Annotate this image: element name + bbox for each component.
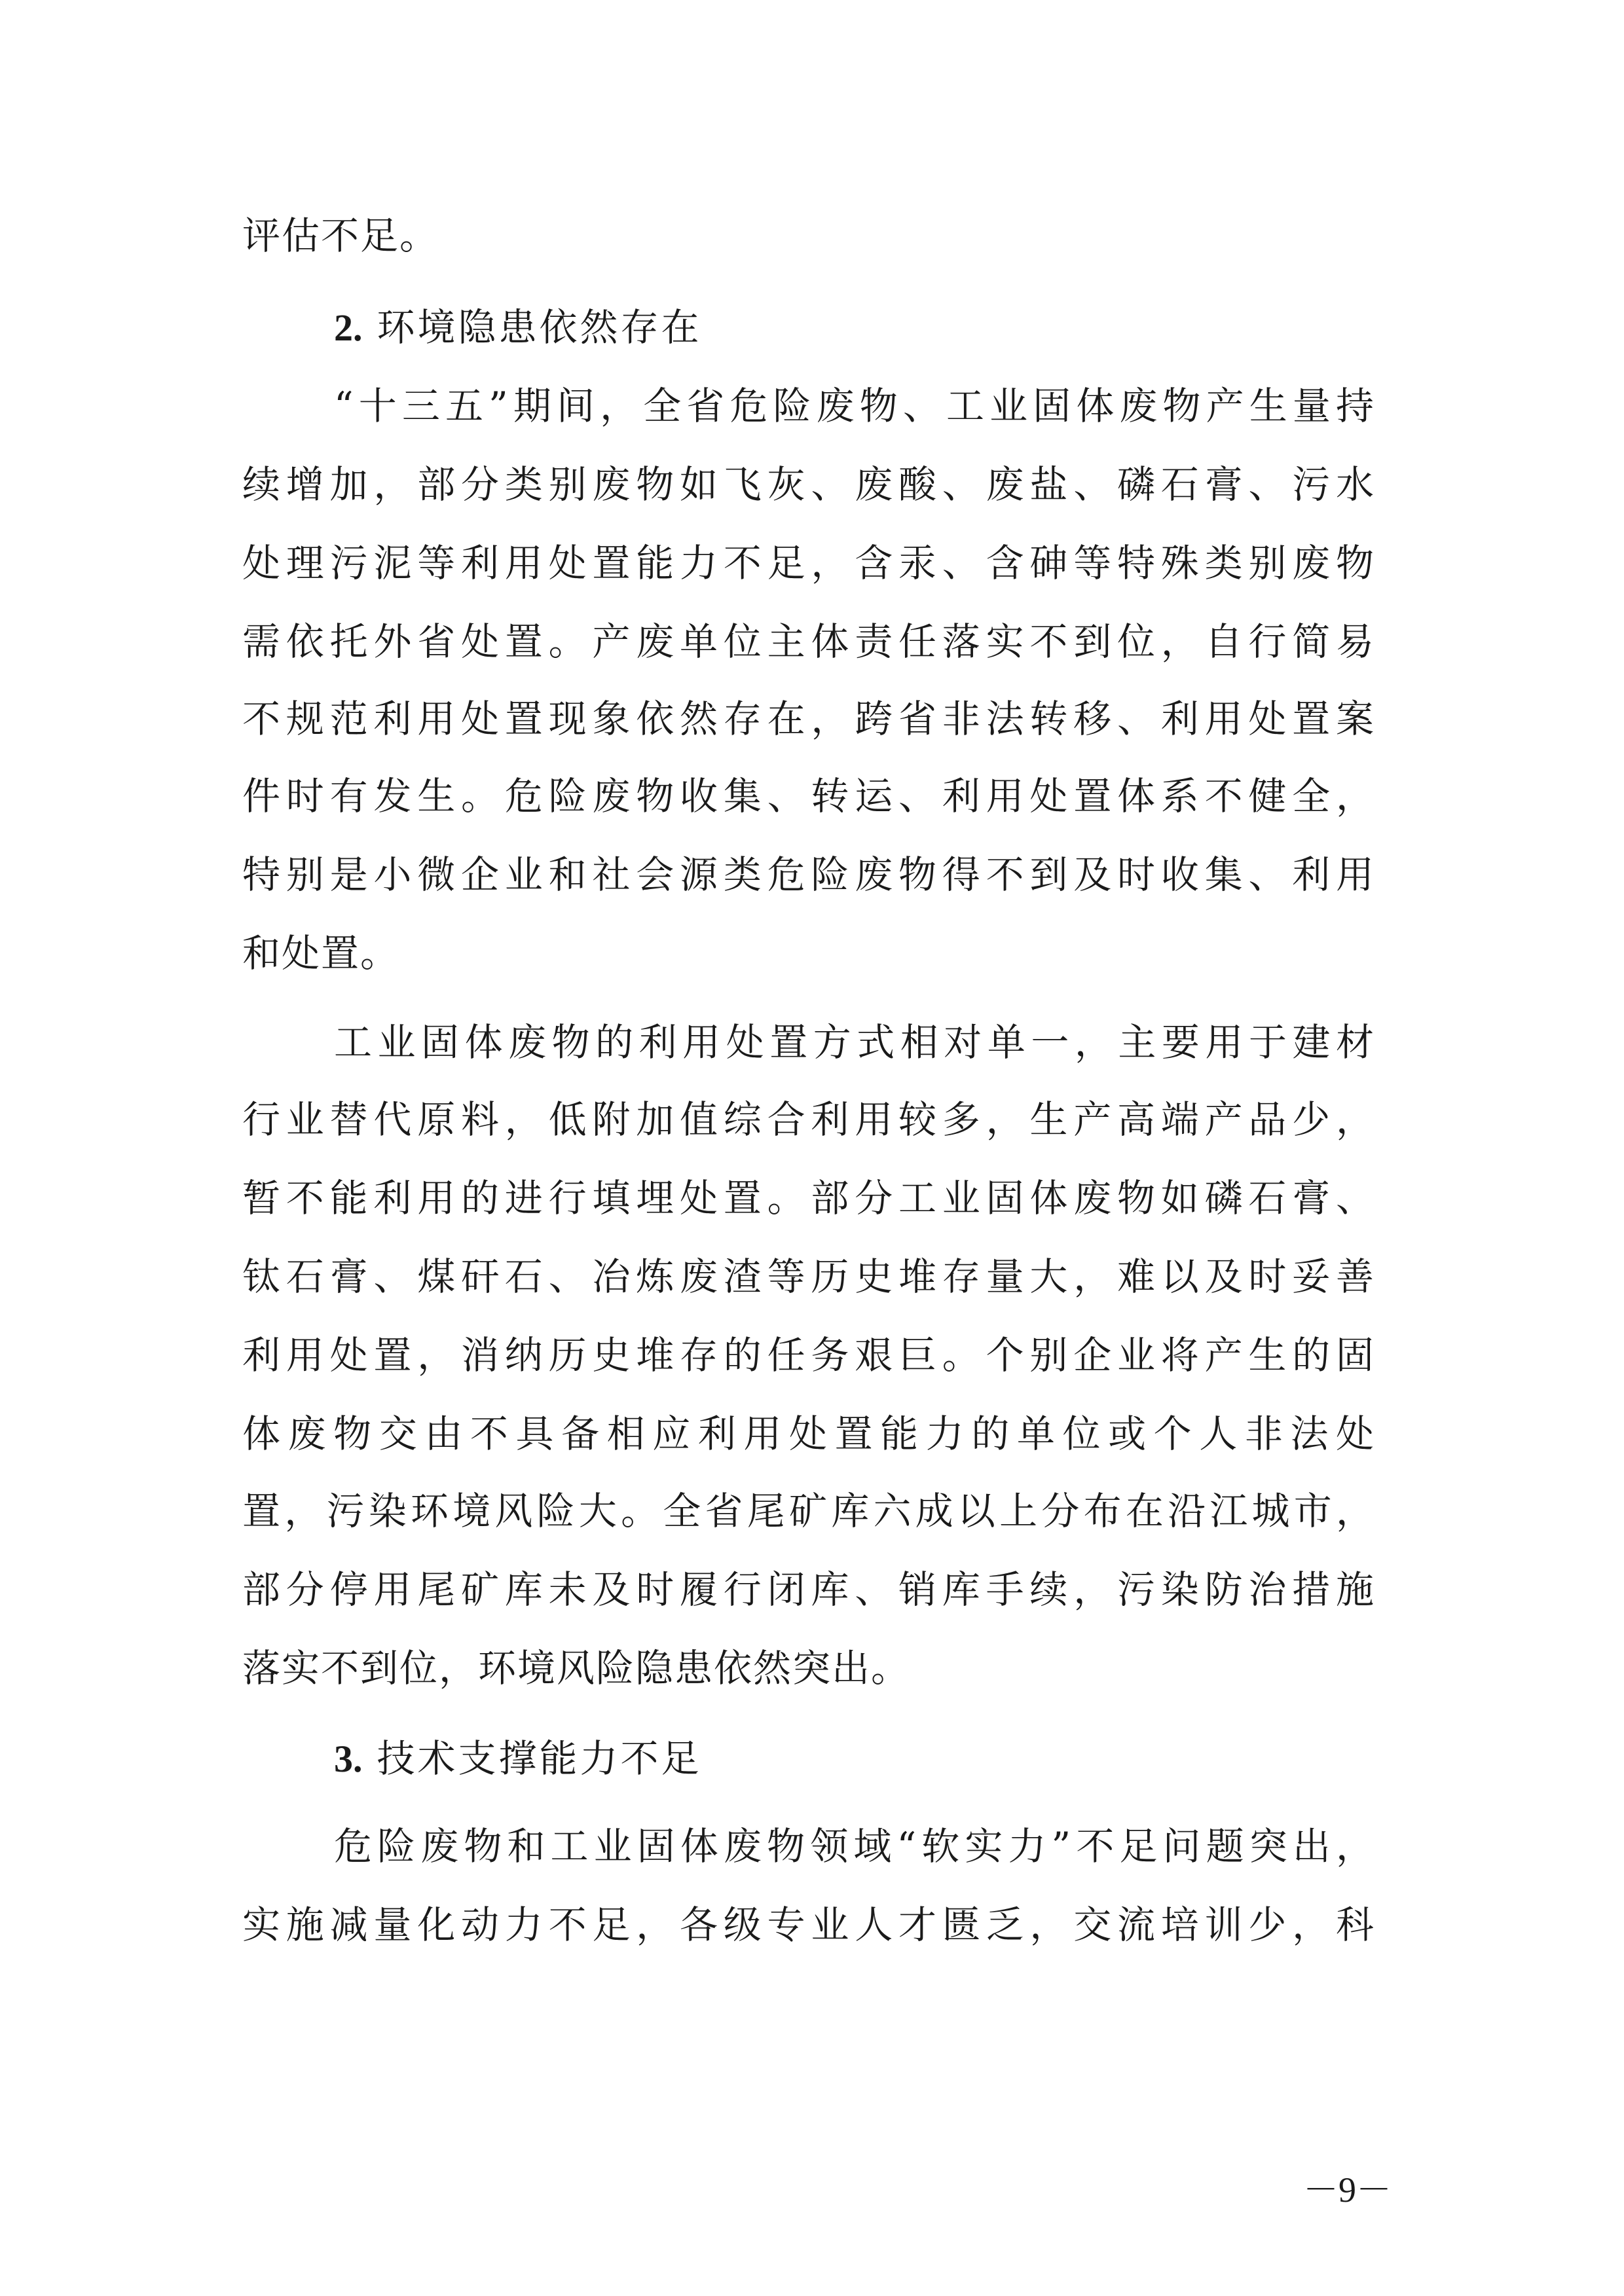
- paragraph-line: 行业替代原料，低附加值综合利用较多，生产高端产品少，: [242, 1097, 1375, 1142]
- section-title: 环境隐患依然存在: [377, 305, 702, 350]
- paragraph-line: 置，污染环境风险大。全省尾矿库六成以上分布在沿江城市，: [242, 1489, 1375, 1533]
- paragraph-line: 处理污泥等利用处置能力不足，含汞、含砷等特殊类别废物: [242, 541, 1375, 585]
- paragraph-line: 实施减量化动力不足，各级专业人才匮乏，交流培训少，科: [242, 1903, 1375, 1947]
- paragraph-line: 落实不到位，环境风险隐患依然突出。: [242, 1646, 911, 1690]
- section-number: 2.: [334, 306, 363, 349]
- paragraph-line: 和处置。: [242, 931, 400, 975]
- paragraph-line: 件时有发生。危险废物收集、转运、利用处置体系不健全，: [242, 774, 1375, 818]
- section-title: 技术支撑能力不足: [377, 1736, 702, 1781]
- paragraph-line: 评估不足。: [242, 213, 439, 258]
- section-number: 3.: [334, 1738, 363, 1780]
- paragraph-line: “十三五”期间，全省危险废物、工业固体废物产生量持: [334, 384, 1375, 428]
- paragraph-line: 不规范利用处置现象依然存在，跨省非法转移、利用处置案: [242, 697, 1375, 741]
- paragraph-line: 钛石膏、煤矸石、冶炼废渣等历史堆存量大，难以及时妥善: [242, 1254, 1375, 1299]
- paragraph-line: 工业固体废物的利用处置方式相对单一，主要用于建材: [334, 1020, 1375, 1065]
- section-heading: [334, 301, 702, 354]
- paragraph-line: 特别是小微企业和社会源类危险废物得不到及时收集、利用: [242, 852, 1375, 897]
- paragraph-line: 体废物交由不具备相应利用处置能力的单位或个人非法处: [242, 1412, 1375, 1456]
- paragraph-line: 部分停用尾矿库未及时履行闭库、销库手续，污染防治措施: [242, 1567, 1375, 1612]
- paragraph-line: 利用处置，消纳历史堆存的任务艰巨。个别企业将产生的固: [242, 1333, 1375, 1377]
- paragraph-line: 需依托外省处置。产废单位主体责任落实不到位，自行简易: [242, 619, 1375, 664]
- paragraph-line: 续增加，部分类别废物如飞灰、废酸、废盐、磷石膏、污水: [242, 462, 1375, 507]
- page-number: －9－: [1303, 2170, 1392, 2210]
- section-heading: [334, 1732, 702, 1785]
- paragraph-line: 暂不能利用的进行填埋处置。部分工业固体废物如磷石膏、: [242, 1176, 1375, 1220]
- paragraph-line: 危险废物和工业固体废物领域“软实力”不足问题突出，: [334, 1824, 1375, 1868]
